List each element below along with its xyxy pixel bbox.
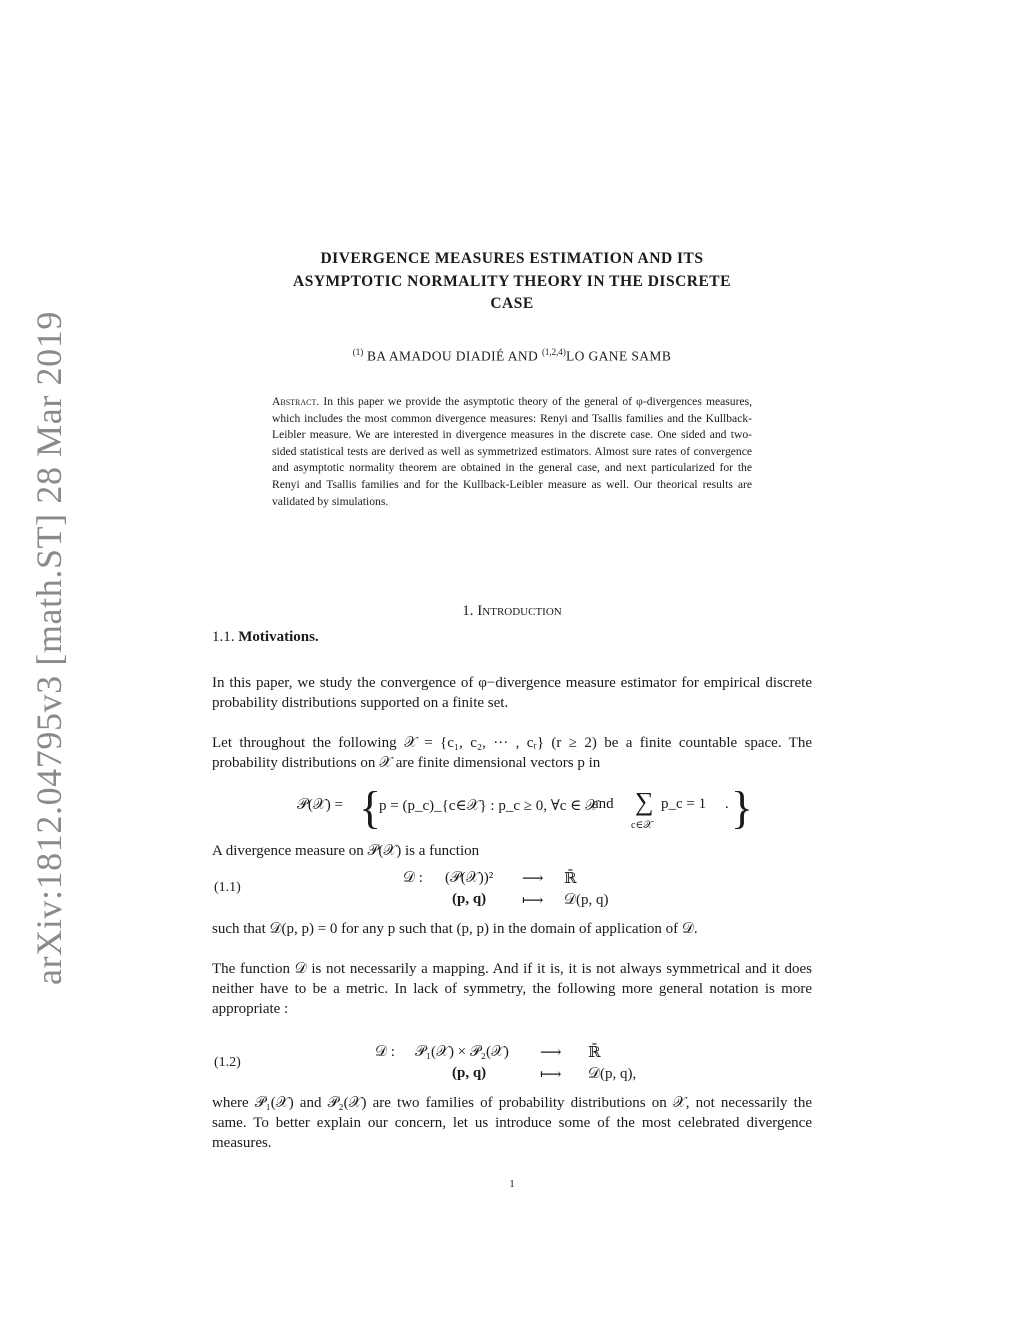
simplex-lhs: 𝒫(𝒳) = (297, 797, 343, 813)
author1-affiliation: (1) (352, 347, 364, 357)
eq2-map: 𝒟 : (375, 1044, 395, 1060)
period: . (725, 796, 729, 812)
eq2-arrow-2: ⟼ (540, 1067, 562, 1083)
section-heading: 1. Introduction (462, 603, 562, 619)
equation-1-1 (398, 869, 658, 913)
arxiv-sidebar-stamp: arXiv:1812.04795v3 [math.ST] 28 Mar 2019 (29, 311, 69, 985)
simplex-body: p = (p_c)_{c∈𝒳} : p_c ≥ 0, ∀c ∈ 𝒳 (379, 798, 598, 814)
simplex-and: and (592, 796, 614, 812)
eq2-value: 𝒟(p, q), (588, 1066, 637, 1082)
paragraph-3: A divergence measure on 𝒫(𝒳) is a function (212, 843, 480, 859)
sum-index: c∈𝒳 (631, 820, 653, 831)
paragraph-2: Let throughout the following 𝒳 = {c₁, c₂, ··· , cᵣ} (r ≥ 2) be a finite countable space. The probability distributions on 𝒳 are finite dimensional vectors p in (212, 735, 812, 771)
eq1-arg: (p, q) (452, 891, 487, 907)
title-line-2: ASYMPTOTIC NORMALITY THEORY IN THE DISCRETE (293, 272, 731, 290)
eq1-arrow-1: ⟶ (522, 871, 544, 887)
subsection-heading (212, 629, 319, 646)
left-brace: { (359, 782, 382, 833)
paper-title (212, 248, 812, 316)
subsection-title: Motivations. (238, 629, 319, 645)
sum-symbol: ∑ (635, 787, 654, 816)
paragraph-1: In this paper, we study the convergence of φ−divergence measure estimator for empirical discrete probability distributions supported on a finite set. (212, 675, 812, 711)
subsection-number: 1.1. (212, 629, 235, 645)
paragraph-5: The function 𝒟 is not necessarily a mapping. And if it is, it is not always symmetrical and it does neither have to be a metric. In lack of symmetry, the following more general notation is more appropriate : (212, 961, 812, 1017)
probability-simplex-equation (297, 782, 753, 835)
author-line (212, 347, 812, 365)
paragraph-6: where 𝒫₁(𝒳) and 𝒫₂(𝒳) are two families of probability distributions on 𝒳, not necessarily the same. To better explain our concern, let us introduce some of the most celebrated divergence measures. (212, 1095, 812, 1151)
author2-name: LO GANE SAMB (565, 348, 672, 364)
abstract-text: In this paper we provide the asymptotic theory of the general of φ-divergences measures, which includes the most common divergence measures: Renyi and Tsallis families and the Kullback-Leibler measure. We are interested in divergence measures in the discrete case. One sided and two-sided statistical tests are derived as well as symmetrized estimators. Almost sure rates of convergence and asymptotic normality theorem are obtained in the general case, and next particularized for the Renyi and Tsallis families and for the Kullback-Leibler measure as well. Our theorical results are validated by simulations. (272, 395, 752, 508)
eq1-value: 𝒟(p, q) (564, 892, 609, 908)
eq2-codomain: ℝ̄ (588, 1045, 601, 1061)
eq1-domain: (𝒫(𝒳))² (445, 870, 494, 886)
eq2-arrow-1: ⟶ (540, 1045, 562, 1061)
title-line-3: CASE (490, 295, 534, 312)
sum-body: p_c = 1 (661, 796, 707, 812)
equation-number-1-1: (1.1) (214, 880, 241, 895)
equation-number-1-2: (1.2) (214, 1055, 241, 1070)
author1-name: BA AMADOU DIADIÉ AND (367, 348, 539, 364)
right-brace: } (730, 782, 753, 833)
paragraph-4: such that 𝒟(p, p) = 0 for any p such that (p, p) in the domain of application of 𝒟. (212, 921, 698, 937)
eq1-codomain: ℝ̄ (564, 871, 577, 887)
eq1-arrow-2: ⟼ (522, 893, 544, 909)
equation-1-2 (372, 1043, 672, 1087)
abstract-label: Abstract. (272, 395, 320, 408)
title-line-1: DIVERGENCE MEASURES ESTIMATION AND ITS (320, 250, 704, 267)
eq2-domain: 𝒫₁(𝒳) × 𝒫₂(𝒳) (415, 1044, 509, 1060)
eq1-map: 𝒟 : (403, 870, 423, 886)
author2-affiliation: (1,2,4) (541, 347, 566, 357)
abstract (272, 394, 752, 510)
eq2-arg: (p, q) (452, 1065, 487, 1081)
page-number: 1 (509, 1178, 515, 1190)
